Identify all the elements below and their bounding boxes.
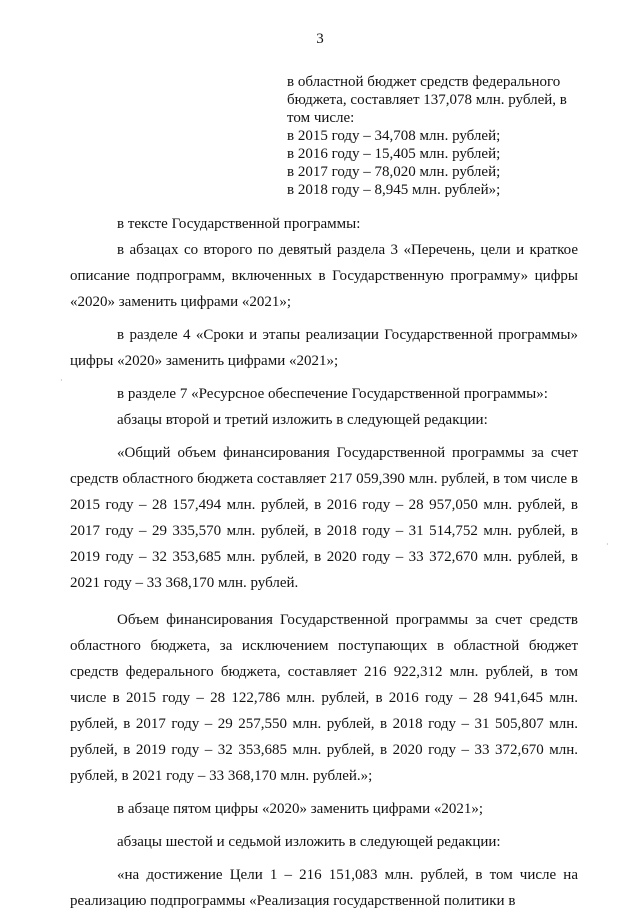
paragraph-abzatsy-2-3: абзацы второй и третий изложить в следующей редакции:	[117, 412, 488, 428]
scan-speck: ·	[60, 376, 63, 385]
document-body	[70, 211, 578, 921]
paragraph-program-text: в тексте Государственной программы:	[117, 216, 361, 232]
budget-line-2017: в 2017 году – 78,020 млн. рублей;	[287, 164, 501, 180]
paragraph-total-funding: «Общий объем финансирования Государственной программы за счет средств областного бюджета составляет 217 059,390 млн. рублей, в том числе в 2015 году – 28 157,494 млн. рублей, в 2016 году – 28 957,050 млн. рублей, в 2017 году – 29 335,570 млн. рублей, в 2018 году – 31 514,752 млн. рублей, в 2019 году – 32 353,685 млн. рублей, в 2020 году – 33 372,670 млн. рублей, в 2021 году – 33 368,170 млн. рублей.	[70, 445, 578, 591]
paragraph-funding-excluding-federal: Объем финансирования Государственной программы за счет средств областного бюджета, за исключением поступающих в областной бюджет средств федерального бюджета, составляет 216 922,312 млн. рублей, в том числе в 2015 году – 28 122,786 млн. рублей, в 2016 году – 28 941,645 млн. рублей, в 2017 году – 29 257,550 млн. рублей, в 2018 году – 31 505,807 млн. рублей, в 2019 году – 32 353,685 млн. рублей, в 2020 году – 33 372,670 млн. рублей, в 2021 году – 33 368,170 млн. рублей.»;	[70, 612, 578, 784]
budget-line: том числе:	[287, 110, 355, 126]
page-number: 3	[316, 31, 324, 47]
paragraph-goal-1: «на достижение Цели 1 – 216 151,083 млн. рублей, в том числе на реализацию подпрограммы «Реализация государственной политики в	[70, 867, 578, 909]
paragraph-section-7: в разделе 7 «Ресурсное обеспечение Государственной программы»:	[117, 386, 548, 402]
federal-budget-block	[287, 73, 579, 199]
budget-line: бюджета, составляет 137,078 млн. рублей, в	[287, 92, 567, 108]
budget-line-2018: в 2018 году – 8,945 млн. рублей»;	[287, 182, 501, 198]
budget-line-2016: в 2016 году – 15,405 млн. рублей;	[287, 146, 501, 162]
budget-line: в областной бюджет средств федерального	[287, 74, 561, 90]
paragraph-abzats-5: в абзаце пятом цифры «2020» заменить цифрами «2021»;	[117, 801, 484, 817]
paragraph-section-3: в абзацах со второго по девятый раздела 3 «Перечень, цели и краткое описание подпрограмм, включенных в Государственную программу» цифры «2020» заменить цифрами «2021»;	[70, 242, 578, 310]
scan-speck: ·	[606, 540, 609, 549]
paragraph-section-4: в разделе 4 «Сроки и этапы реализации Государственной программы» цифры «2020» заменить цифрами «2021»;	[70, 327, 578, 369]
budget-line-2015: в 2015 году – 34,708 млн. рублей;	[287, 128, 501, 144]
paragraph-abzatsy-6-7: абзацы шестой и седьмой изложить в следующей редакции:	[117, 834, 501, 850]
